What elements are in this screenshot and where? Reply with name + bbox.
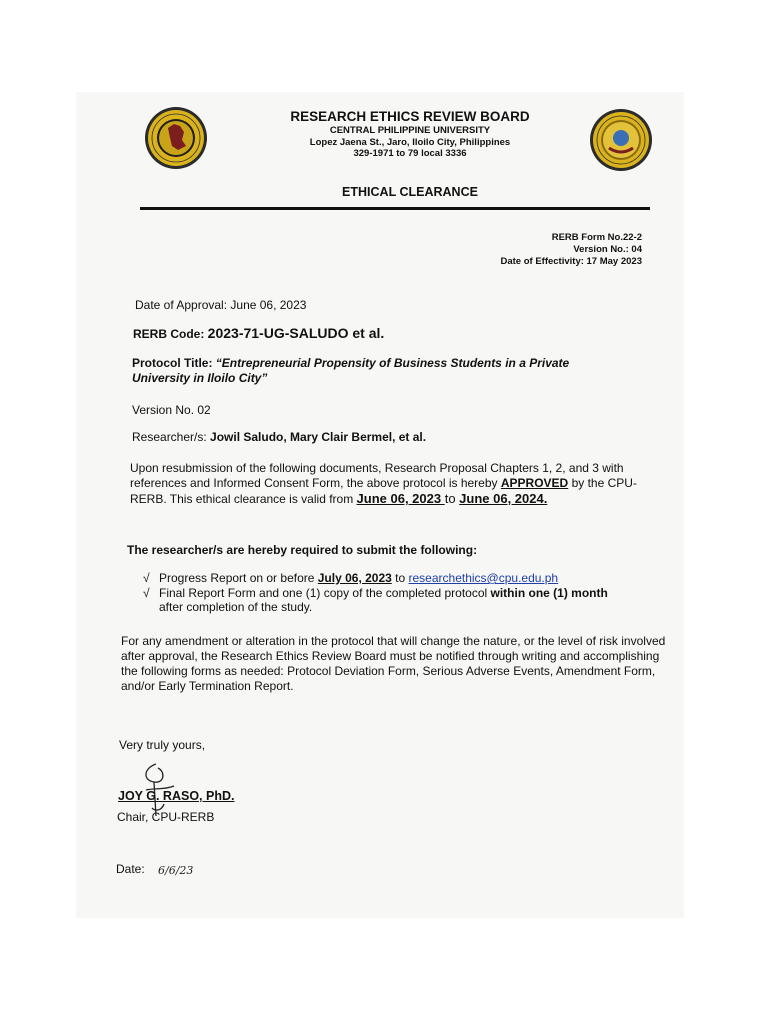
university-phone: 329-1971 to 79 local 3336 [353, 148, 467, 159]
requirements-heading: The researcher/s are hereby required to submit the following: [127, 543, 478, 557]
form-version: Version No.: 04 [573, 244, 642, 255]
requirement-progress [159, 571, 558, 585]
university-name: CENTRAL PHILIPPINE UNIVERSITY [329, 125, 491, 136]
requirement-final-rest: after completion of the study. [159, 600, 313, 614]
check-icon: √ [143, 586, 150, 600]
check-icon: √ [143, 571, 150, 585]
researchers-label: Researcher/s: [132, 430, 211, 444]
board-name: RESEARCH ETHICS REVIEW BOARD [290, 109, 530, 124]
document-title: ETHICAL CLEARANCE [342, 185, 478, 199]
requirement-to: to [391, 571, 409, 585]
signatory-title: Chair, CPU-RERB [117, 810, 215, 824]
header-divider [140, 207, 650, 210]
requirement-final-report [159, 586, 608, 614]
approval-text-2: by the CPU-RERB. This ethical clearance is valid from [130, 476, 637, 506]
list-item [143, 571, 663, 585]
approval-date-label: Date of Approval: [135, 298, 231, 312]
approval-date-line [135, 298, 306, 313]
valid-from-date: June 06, 2023 [356, 491, 445, 506]
version-number: Version No. 02 [132, 403, 211, 417]
protocol-title-label: Protocol Title: [132, 356, 216, 370]
closing-salutation: Very truly yours, [119, 738, 206, 752]
form-number: RERB Form No.22-2 [551, 232, 642, 243]
university-address: Lopez Jaena St., Jaro, Iloilo City, Philippines [309, 137, 511, 148]
approval-paragraph [130, 461, 660, 507]
rerb-code-label: RERB Code: [133, 327, 208, 341]
progress-due-date: July 06, 2023 [317, 571, 392, 585]
researchers-line [132, 430, 426, 445]
date-label: Date: [116, 862, 145, 876]
email-link[interactable]: researchethics@cpu.edu.ph [408, 571, 559, 585]
valid-to-date: June 06, 2024. [459, 491, 548, 506]
final-report-deadline: within one (1) month [490, 586, 608, 600]
list-item [143, 586, 663, 614]
amendment-paragraph: For any amendment or alteration in the protocol that will change the nature, or the level of risk involved after approval, the Research Ethics Review Board must be notified through writing and accomplishing the following forms as needed: Protocol Deviation Form, Serious Adverse Events, Amendment Form, and/or Early Termination Report. [121, 634, 666, 693]
requirements-list [143, 571, 663, 615]
approval-date-value: June 06, 2023 [230, 298, 307, 312]
approval-text-1: Upon resubmission of the following documents, Research Proposal Chapters 1, 2, and 3 with references and Informed Consent Form, the above protocol is hereby [130, 461, 624, 490]
valid-to-connector: to [444, 491, 460, 506]
protocol-title-line [132, 356, 622, 386]
form-effectivity: Date of Effectivity: 17 May 2023 [500, 256, 642, 267]
approved-status: APPROVED [500, 476, 569, 490]
form-meta [500, 232, 642, 268]
handwritten-date: 6/6/23 [158, 864, 194, 877]
rerb-code-value: 2023-71-UG-SALUDO et al. [207, 325, 385, 341]
rerb-code-line [133, 326, 384, 342]
requirement-final-text: Final Report Form and one (1) copy of the completed protocol [159, 586, 491, 600]
protocol-title-value: “Entrepreneurial Propensity of Business Students in a Private University in Iloilo City” [132, 356, 570, 385]
requirement-progress-text: Progress Report on or before [159, 571, 318, 585]
rerb-seal-icon [589, 108, 653, 172]
researchers-value: Jowil Saludo, Mary Clair Bermel, et al. [210, 430, 427, 444]
signatory-name: JOY G. RASO, PhD. [118, 789, 235, 803]
cpu-seal-icon [144, 106, 208, 170]
